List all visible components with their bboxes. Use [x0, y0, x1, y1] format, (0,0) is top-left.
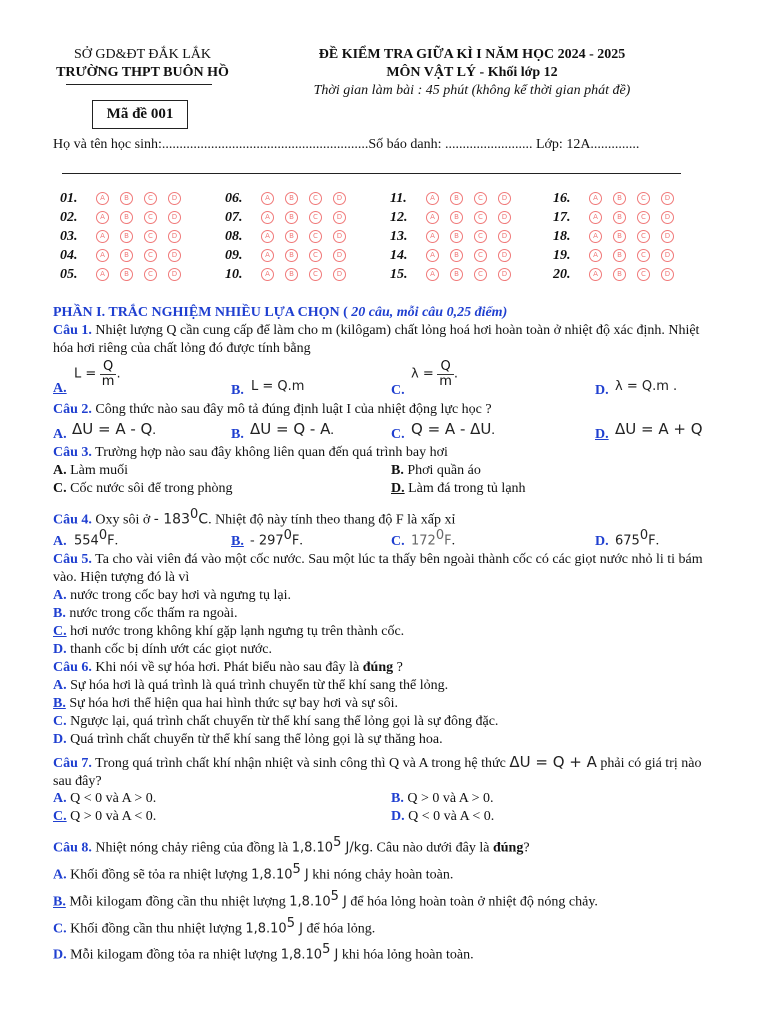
option-d-label[interactable]: D. [595, 534, 609, 549]
option-d-label[interactable]: D. [595, 383, 609, 398]
answer-number: 06. [225, 190, 243, 206]
duration-line: Thời gian làm bài : 45 phút (không kể thời gian phát đề) [313, 83, 631, 98]
question-7-options-ab: A. Q < 0 và A > 0. B. Q > 0 và A > 0. [53, 791, 494, 806]
answer-bubble-a[interactable]: A [261, 249, 274, 262]
question-1-options: A. L = $\frac{Q}{m}$ . B. L = Q.m C. λ = $\frac{Q}{m}$ . D. λ = Q.m . [53, 359, 678, 398]
q8-option-c[interactable]: C. Khối đồng cần thu nhiệt lượng 1,8.10$^5$ J để hóa lỏng. [53, 916, 376, 937]
question-label: Câu 1. [53, 323, 92, 338]
answer-bubble-c[interactable]: C [309, 211, 322, 224]
answer-bubble-a[interactable]: A [589, 230, 602, 243]
answer-bubble-a[interactable]: A [261, 230, 274, 243]
question-text: Nhiệt lượng Q cần cung cấp để làm cho m (kilôgam) chất lỏng hoá hơi hoàn toàn ở nhiệt độ xác định. Nhiệt hóa hơi riêng của chất lỏng đó được tính bằng [53, 323, 700, 356]
answer-row [553, 227, 713, 246]
separator-line [62, 173, 681, 174]
answer-bubble-c[interactable]: C [474, 230, 487, 243]
answer-bubble-c[interactable]: C [144, 211, 157, 224]
answer-row [390, 246, 550, 265]
answer-bubble-d[interactable]: D [498, 249, 511, 262]
answer-bubble-c[interactable]: C [637, 249, 650, 262]
answer-bubble-b[interactable]: B [450, 249, 463, 262]
answer-bubble-a[interactable]: A [261, 211, 274, 224]
answer-bubble-b[interactable]: B [613, 268, 626, 281]
answer-row [60, 265, 220, 284]
question-2: Câu 2. Công thức nào sau đây mô tả đúng định luật I của nhiệt động lực học ? [53, 402, 492, 417]
answer-number: 08. [225, 228, 243, 244]
answer-bubble-a[interactable]: A [96, 268, 109, 281]
answer-number: 10. [225, 266, 243, 282]
answer-bubble-b[interactable]: B [450, 230, 463, 243]
option-a-formula: L = $\frac{Q}{m}$ . [74, 359, 121, 389]
answer-column [553, 189, 713, 284]
answer-row [225, 265, 385, 284]
school-underline [66, 84, 212, 85]
student-info-line: Họ và tên học sinh:...........................................................Số báo danh: ......................... Lớp: 12A.............. [53, 137, 640, 152]
option-b-label[interactable]: B. [231, 534, 244, 549]
q8-option-d[interactable]: D. Mỗi kilogam đồng tỏa ra nhiệt lượng 1,8.10$^5$ J khi hóa lỏng hoàn toàn. [53, 942, 474, 963]
q5-option-a[interactable]: A. nước trong cốc bay hơi và ngưng tụ lại. [53, 588, 292, 603]
answer-bubble-d[interactable]: D [498, 192, 511, 205]
answer-bubble-c[interactable]: C [474, 192, 487, 205]
question-4-options: A. $554^0F$. B. - $297^0F$. C. $172^0F$. D. $675^0F$. [53, 528, 660, 549]
option-b-label[interactable]: B. [391, 791, 404, 806]
answer-number: 15. [390, 266, 408, 282]
option-b-label[interactable]: B. [231, 383, 244, 398]
answer-number: 01. [60, 190, 78, 206]
answer-bubble-b[interactable]: B [120, 268, 133, 281]
answer-column [60, 189, 220, 284]
answer-row [225, 227, 385, 246]
answer-row [225, 208, 385, 227]
answer-bubble-b[interactable]: B [613, 192, 626, 205]
answer-number: 04. [60, 247, 78, 263]
answer-bubble-c[interactable]: C [309, 230, 322, 243]
q6-option-b[interactable]: B. Sự hóa hơi thể hiện qua hai hình thức sự bay hơi và sự sôi. [53, 696, 398, 711]
option-d-label[interactable]: D. [391, 809, 405, 824]
option-d-formula: ΔU = A + Q [615, 420, 703, 438]
question-8: Câu 8. Nhiệt nóng chảy riêng của đồng là 1,8.10$^5$ J/kg. Câu nào dưới đây là đúng? [53, 835, 530, 856]
answer-bubble-b[interactable]: B [120, 249, 133, 262]
answer-row [553, 265, 713, 284]
q6-option-a[interactable]: A. Sự hóa hơi là quá trình là quá trình chuyển từ thể khí sang thể lỏng. [53, 678, 449, 693]
answer-bubble-a[interactable]: A [96, 211, 109, 224]
school-name: TRƯỜNG THPT BUÔN HỒ [56, 65, 229, 80]
answer-bubble-d[interactable]: D [498, 230, 511, 243]
header-left [40, 46, 245, 82]
answer-number: 19. [553, 247, 571, 263]
answer-row [390, 208, 550, 227]
answer-number: 07. [225, 209, 243, 225]
answer-bubble-d[interactable]: D [333, 249, 346, 262]
answer-bubble-c[interactable]: C [637, 268, 650, 281]
answer-bubble-a[interactable]: A [96, 249, 109, 262]
answer-row [60, 189, 220, 208]
answer-bubble-a[interactable]: A [589, 249, 602, 262]
answer-column [225, 189, 385, 284]
option-c-label[interactable]: C. [53, 809, 67, 824]
q5-option-b[interactable]: B. nước trong cốc thấm ra ngoài. [53, 606, 238, 621]
option-a-label[interactable]: A. [53, 381, 67, 396]
answer-number: 02. [60, 209, 78, 225]
answer-bubble-a[interactable]: A [96, 230, 109, 243]
question-7: Câu 7. Trong quá trình chất khí nhận nhiệt và sinh công thì Q và A trong hệ thức ΔU = Q + A phải có giá trị nào sau đây? [53, 753, 702, 789]
answer-row [60, 208, 220, 227]
answer-bubble-b[interactable]: B [285, 268, 298, 281]
question-3: Câu 3. Trường hợp nào sau đây không liên quan đến quá trình bay hơi [53, 445, 448, 460]
answer-bubble-d[interactable]: D [661, 230, 674, 243]
answer-bubble-c[interactable]: C [309, 192, 322, 205]
answer-bubble-b[interactable]: B [285, 249, 298, 262]
answer-bubble-b[interactable]: B [613, 230, 626, 243]
q8-option-b[interactable]: B. Mỗi kilogam đồng cần thu nhiệt lượng 1,8.10$^5$ J để hóa lỏng hoàn toàn ở nhiệt độ nóng chảy. [53, 889, 598, 910]
answer-bubble-c[interactable]: C [474, 211, 487, 224]
answer-bubble-c[interactable]: C [144, 192, 157, 205]
answer-row [553, 189, 713, 208]
answer-bubble-d[interactable]: D [168, 192, 181, 205]
option-a-label[interactable]: A. [53, 427, 67, 442]
option-d-formula: λ = Q.m [615, 379, 669, 394]
question-3-options-ab: A. Làm muối B. Phơi quần áo [53, 463, 481, 478]
answer-bubble-d[interactable]: D [333, 211, 346, 224]
q6-option-d[interactable]: D. Quá trình chất chuyển từ thể khí sang thể lỏng gọi là sự thăng hoa. [53, 732, 443, 747]
answer-bubble-d[interactable]: D [661, 249, 674, 262]
answer-bubble-a[interactable]: A [426, 192, 439, 205]
exam-title: ĐỀ KIỂM TRA GIỮA KÌ I NĂM HỌC 2024 - 2025 [318, 47, 626, 62]
answer-row [225, 246, 385, 265]
q5-option-d[interactable]: D. thanh cốc bị dính ướt các giọt nước. [53, 642, 272, 657]
answer-number: 14. [390, 247, 408, 263]
answer-bubble-d[interactable]: D [168, 211, 181, 224]
answer-bubble-d[interactable]: D [333, 230, 346, 243]
option-b-label[interactable]: B. [391, 463, 404, 478]
q5-option-c[interactable]: C. hơi nước trong không khí gặp lạnh ngưng tụ trên thành cốc. [53, 624, 405, 639]
answer-number: 17. [553, 209, 571, 225]
answer-bubble-d[interactable]: D [168, 249, 181, 262]
answer-row [553, 208, 713, 227]
option-a-label[interactable]: A. [53, 463, 67, 478]
header-right [272, 46, 672, 100]
answer-bubble-c[interactable]: C [144, 249, 157, 262]
answer-bubble-d[interactable]: D [498, 268, 511, 281]
answer-bubble-b[interactable]: B [120, 192, 133, 205]
q6-option-c[interactable]: C. Ngược lại, quá trình chất chuyển từ thể khí sang thể lỏng gọi là sự đông đặc. [53, 714, 499, 729]
answer-column [390, 189, 550, 284]
question-6: Câu 6. Khi nói về sự hóa hơi. Phát biểu nào sau đây là đúng ? [53, 660, 403, 675]
question-1 [53, 322, 710, 358]
answer-bubble-b[interactable]: B [120, 211, 133, 224]
answer-bubble-c[interactable]: C [309, 249, 322, 262]
exam-code-box: Mã đề 001 [92, 100, 188, 129]
answer-row [553, 246, 713, 265]
answer-bubble-d[interactable]: D [661, 211, 674, 224]
question-7-options-cd: C. Q > 0 và A < 0. D. Q < 0 và A < 0. [53, 809, 495, 824]
option-b-formula: L = Q.m [251, 379, 305, 394]
answer-bubble-a[interactable]: A [426, 230, 439, 243]
answer-row [390, 189, 550, 208]
answer-bubble-c[interactable]: C [309, 268, 322, 281]
answer-number: 16. [553, 190, 571, 206]
answer-bubble-a[interactable]: A [426, 268, 439, 281]
answer-bubble-c[interactable]: C [637, 230, 650, 243]
dept-name: SỞ GD&ĐT ĐẮK LẮK [73, 47, 212, 62]
answer-bubble-b[interactable]: B [450, 211, 463, 224]
option-d-label[interactable]: D. [595, 427, 609, 442]
answer-bubble-b[interactable]: B [613, 211, 626, 224]
option-a-label[interactable]: A. [53, 534, 67, 549]
answer-number: 03. [60, 228, 78, 244]
answer-row [225, 189, 385, 208]
answer-row [60, 227, 220, 246]
answer-row [390, 227, 550, 246]
answer-number: 12. [390, 209, 408, 225]
option-c-label[interactable]: C. [391, 534, 405, 549]
answer-bubble-d[interactable]: D [333, 268, 346, 281]
answer-bubble-c[interactable]: C [144, 268, 157, 281]
answer-bubble-b[interactable]: B [285, 192, 298, 205]
answer-bubble-d[interactable]: D [168, 230, 181, 243]
answer-bubble-c[interactable]: C [474, 249, 487, 262]
answer-bubble-a[interactable]: A [96, 192, 109, 205]
answer-bubble-a[interactable]: A [261, 192, 274, 205]
answer-bubble-b[interactable]: B [450, 192, 463, 205]
answer-bubble-b[interactable]: B [285, 211, 298, 224]
option-a-label[interactable]: A. [53, 791, 67, 806]
answer-bubble-b[interactable]: B [613, 249, 626, 262]
answer-number: 13. [390, 228, 408, 244]
q8-option-a[interactable]: A. Khối đồng sẽ tỏa ra nhiệt lượng 1,8.10$^5$ J khi nóng chảy hoàn toàn. [53, 862, 454, 883]
option-c-label[interactable]: C. [391, 383, 405, 398]
question-5: Câu 5. Ta cho vài viên đá vào một cốc nước. Sau một lúc ta thấy bên ngoài thành cốc có các giọt nước nhỏ li ti bám vào. Hiện tượng đó là vì [53, 552, 703, 585]
question-2-options: A. ΔU = A - Q. B. ΔU = Q - A. C. Q = A - ΔU. D. ΔU = A + Q [53, 420, 703, 442]
answer-bubble-a[interactable]: A [589, 211, 602, 224]
option-b-label[interactable]: B. [231, 427, 244, 442]
option-a-formula: ΔU = A - Q [72, 420, 153, 438]
answer-number: 20. [553, 266, 571, 282]
subject-line: MÔN VẬT LÝ - Khối lớp 12 [386, 65, 558, 80]
answer-bubble-a[interactable]: A [261, 268, 274, 281]
answer-bubble-a[interactable]: A [426, 249, 439, 262]
part1-title: PHẦN I. TRẮC NGHIỆM NHIỀU LỰA CHỌN ( 20 câu, mỗi câu 0,25 điểm) [53, 305, 508, 320]
option-b-formula: ΔU = Q - A [250, 420, 331, 438]
answer-bubble-d[interactable]: D [661, 192, 674, 205]
option-c-label[interactable]: C. [53, 481, 67, 496]
answer-bubble-a[interactable]: A [589, 268, 602, 281]
answer-bubble-c[interactable]: C [637, 192, 650, 205]
option-c-formula: λ = $\frac{Q}{m}$ . [411, 359, 459, 389]
option-d-label[interactable]: D. [391, 481, 405, 496]
answer-bubble-b[interactable]: B [120, 230, 133, 243]
answer-bubble-d[interactable]: D [661, 268, 674, 281]
answer-bubble-b[interactable]: B [450, 268, 463, 281]
answer-bubble-c[interactable]: C [474, 268, 487, 281]
answer-number: 09. [225, 247, 243, 263]
answer-bubble-d[interactable]: D [333, 192, 346, 205]
answer-number: 18. [553, 228, 571, 244]
question-4: Câu 4. Oxy sôi ở - $183^0C$. Nhiệt độ này tính theo thang độ F là xấp xỉ [53, 507, 456, 528]
answer-bubble-d[interactable]: D [498, 211, 511, 224]
answer-bubble-c[interactable]: C [144, 230, 157, 243]
answer-number: 11. [390, 190, 407, 206]
answer-row [60, 246, 220, 265]
question-3-options-cd: C. Cốc nước sôi để trong phòng D. Làm đá trong tủ lạnh [53, 481, 526, 496]
option-c-formula: Q = A - ΔU [411, 420, 492, 438]
answer-bubble-d[interactable]: D [168, 268, 181, 281]
answer-bubble-a[interactable]: A [426, 211, 439, 224]
option-c-label[interactable]: C. [391, 427, 405, 442]
answer-bubble-a[interactable]: A [589, 192, 602, 205]
answer-number: 05. [60, 266, 78, 282]
answer-bubble-b[interactable]: B [285, 230, 298, 243]
answer-row [390, 265, 550, 284]
answer-bubble-c[interactable]: C [637, 211, 650, 224]
